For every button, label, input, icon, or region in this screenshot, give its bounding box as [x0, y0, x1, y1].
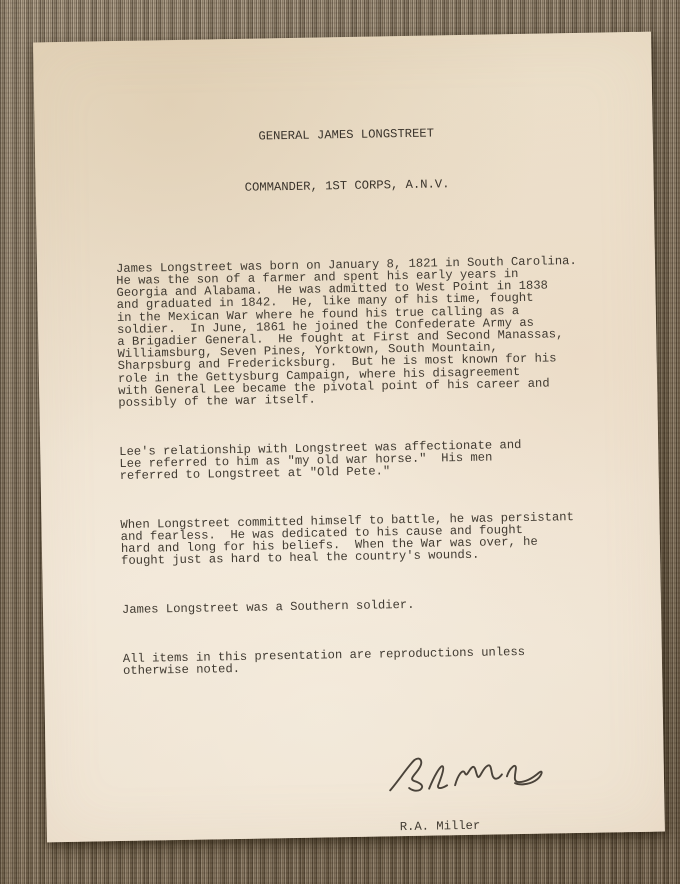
paragraph-character: When Longstreet committed himself to battle, he was persistant and fearless. He was dedicated to his cause and fought hard and long for his beliefs. When the War was over, he fought just as hard to heal the country's wounds.	[120, 509, 575, 569]
document-subtitle: COMMANDER, 1ST CORPS, A.N.V.	[244, 177, 450, 195]
typed-letter	[33, 32, 665, 843]
signature-block	[386, 727, 591, 858]
paragraph-southern-soldier: James Longstreet was a Southern soldier.	[121, 597, 415, 617]
paragraph-reproductions-note: All items in this presentation are reproductions unless otherwise noted.	[122, 644, 526, 678]
signature-typed-name: R.A. Miller	[399, 819, 481, 835]
letter-content	[33, 32, 665, 843]
paragraph-biography: James Longstreet was born on January 8, 1821 in South Carolina. He was the son of a farmer and spent his early years in Georgia and Alabama. He was admitted to West Point in 1838 and graduated in 1842. He, like many of his time, fought in the Mexican War where he found his true calling as a soldier. In June, 1861 he joined the Confederate Army as a Brigadier General. He fought at First and Second Manassas, Williamsburg, Seven Pines, Yorktown, South Mountain, Sharpsburg and Fredericksburg. But he is most known for his role in the Gettysburg Campaign, where his disagreement with General Lee became the pivotal point of his career and possibly of the war itself.	[115, 253, 577, 411]
paragraph-lee-relationship: Lee's relationship with Longstreet was affectionate and Lee referred to him as "my old war horse." His men referred to Longstreet at "Old Pete."	[119, 437, 522, 484]
handwritten-signature-icon	[387, 752, 556, 795]
document-title: GENERAL JAMES LONGSTREET	[258, 126, 435, 144]
